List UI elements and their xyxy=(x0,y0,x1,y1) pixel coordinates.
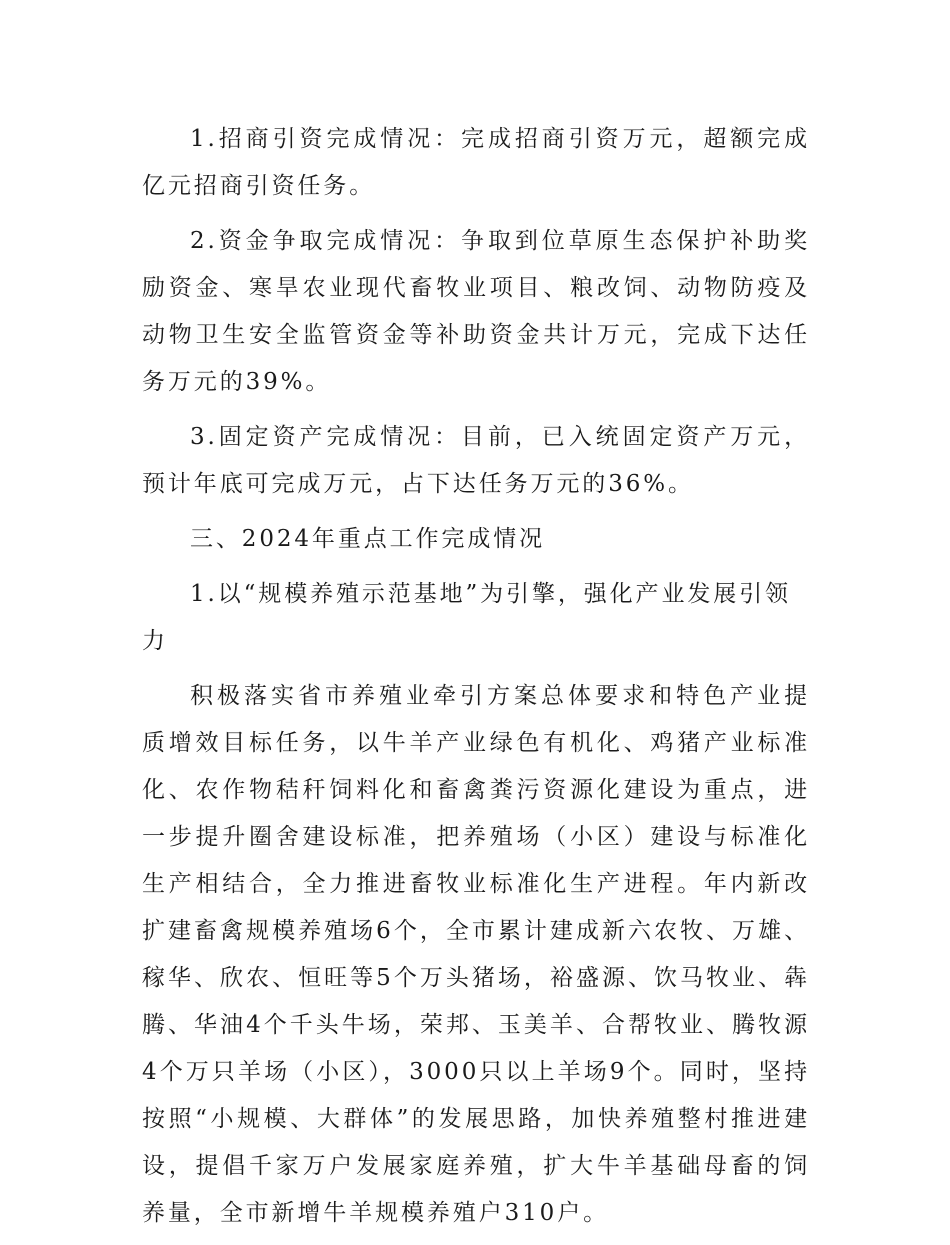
paragraph-funding: 2.资金争取完成情况：争取到位草原生态保护补助奖励资金、寒旱农业现代畜牧业项目、粮改饲、动物防疫及动物卫生安全监管资金等补助资金共计万元，完成下达任务万元的39%。 xyxy=(142,228,810,395)
section-heading: 三、2024年重点工作完成情况 xyxy=(190,526,546,552)
paragraph-investment: 1.招商引资完成情况：完成招商引资万元，超额完成亿元招商引资任务。 xyxy=(142,126,810,199)
subsection-heading: 1.以“规模养殖示范基地”为引擎，强化产业发展引领力 xyxy=(142,581,791,654)
document-body xyxy=(142,116,810,1245)
paragraph-breeding-base: 积极落实省市养殖业牵引方案总体要求和特色产业提质增效目标任务，以牛羊产业绿色有机化、鸡猪产业标准化、农作物秸秆饲料化和畜禽粪污资源化建设为重点，进一步提升圈舍建设标准，把养殖场（小区）建设与标准化生产相结合，全力推进畜牧业标准化生产进程。年内新改扩建畜禽规模养殖场6个，全市累计建成新六农牧、万雄、稼华、欣农、恒旺等5个万头猪场，裕盛源、饮马牧业、犇腾、华油4个千头牛场，荣邦、玉美羊、合帮牧业、腾牧源4个万只羊场（小区），3000只以上羊场9个。同时，坚持按照“小规模、大群体”的发展思路，加快养殖整村推进建设，提倡千家万户发展家庭养殖，扩大牛羊基础母畜的饲养量，全市新增牛羊规模养殖户310户。 xyxy=(142,683,810,1226)
paragraph-fixed-assets: 3.固定资产完成情况：目前，已入统固定资产万元，预计年底可完成万元，占下达任务万元的36%。 xyxy=(142,424,810,497)
